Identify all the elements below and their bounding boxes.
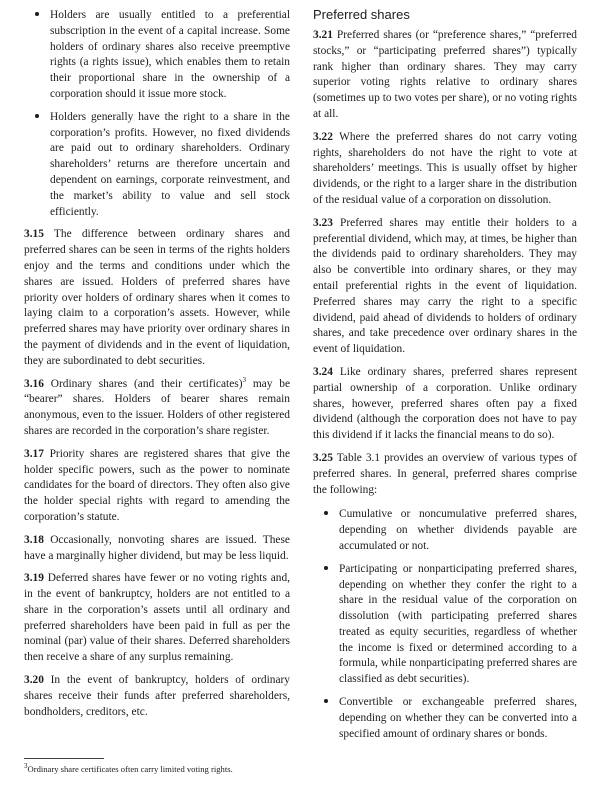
left-column xyxy=(24,6,290,727)
paragraph-3-15 xyxy=(24,227,290,369)
footnote-marker: 3 xyxy=(242,375,246,384)
list-item: • Cumulative or noncumulative preferred shares, depending on whether dividends payable are accumulated or not. xyxy=(339,505,577,554)
paragraph-text: may be “bearer” shares. Holders of bearer shares remain anonymous, even to the issuer. Holders of other registered shares are recorded in the corporation’s share register. xyxy=(24,377,290,437)
paragraph-number: 3.22 xyxy=(313,130,333,143)
footnote xyxy=(24,764,294,775)
list-item: • Participating or nonparticipating preferred shares, depending on whether they confer the right to a share in the residual value of the corporation on dissolution (with participating preferred shares treated as equity securities, regardless of whether the income is fixed or determined according to a formula, while nonparticipating preferred shares are classified as debt securities). xyxy=(339,560,577,688)
paragraph-number: 3.15 xyxy=(24,228,44,241)
paragraph-3-25 xyxy=(313,451,577,498)
paragraph-text: The difference between ordinary shares and preferred shares can be seen in terms of the rights holders enjoy and the terms and conditions under which the shares are issued. Holders of preferred shares have priority over holders of ordinary shares when it comes to laying claim to a corporation’s assets. However, while preferred shares may have priority over ordinary shares in the payment of dividends and in the event of liquidation, they are subordinated to debt securities. xyxy=(24,228,290,367)
paragraph-number: 3.20 xyxy=(24,674,44,687)
paragraph-3-21 xyxy=(313,28,577,123)
paragraph-number: 3.24 xyxy=(313,365,333,378)
paragraph-3-17 xyxy=(24,447,290,526)
bullet-list xyxy=(313,505,577,742)
paragraph-text: Where the preferred shares do not carry voting rights, shareholders do not have the right to vote at shareholders’ meetings. This is usually offset by higher dividends, or the right to a larger share in the distribution of the residual value of a corporation on dissolution. xyxy=(313,130,577,206)
bullet-list xyxy=(24,6,290,220)
section-heading: Preferred shares xyxy=(313,7,410,22)
paragraph-number: 3.17 xyxy=(24,447,44,460)
paragraph-3-20 xyxy=(24,673,290,720)
paragraph-text: Occasionally, nonvoting shares are issued. These have a marginally higher dividend, but may be less liquid. xyxy=(24,533,290,562)
paragraph-text: Like ordinary shares, preferred shares represent partial ownership of a corporation. Unlike ordinary shares, however, preferred shares often pay a fixed dividend (although the corporation does not have to pay this dividend if it lacks the financial means to do so). xyxy=(313,365,577,442)
paragraph-number: 3.16 xyxy=(24,377,44,390)
list-item: • Holders are usually entitled to a preferential subscription in the event of a capital increase. Some holders of ordinary shares also receive preemptive rights (a rights issue), which enables them to retain their proportional share in the ownership of a corporation should it issue more stock. xyxy=(50,6,290,103)
paragraph-number: 3.21 xyxy=(313,29,333,41)
footnote-number: 3 xyxy=(24,762,28,771)
paragraph-text: Ordinary shares (and their certificates) xyxy=(50,377,243,390)
list-item: • Convertible or exchangeable preferred shares, depending on whether they can be converted into a specified amount of ordinary shares or bonds. xyxy=(339,693,577,742)
paragraph-text: Priority shares are registered shares that give the holder specific powers, such as the power to nominate candidates for the board of directors. They often also give the holder special rights with regard to amending the corporation’s statute. xyxy=(24,447,290,523)
footnote-divider xyxy=(24,758,104,759)
paragraph-3-18 xyxy=(24,533,290,565)
right-column xyxy=(313,6,577,749)
paragraph-number: 3.23 xyxy=(313,216,333,229)
paragraph-text: Deferred shares have fewer or no voting rights and, in the event of bankruptcy, holders are not entitled to a share in the corporation’s assets until all ordinary and preferred shareholders have been paid in full as per the nominal (par) value of their shares. Deferred shareholders then receive a share of any surplus remaining. xyxy=(24,572,290,664)
paragraph-number: 3.19 xyxy=(24,572,44,585)
list-item: • Holders generally have the right to a share in the corporation’s profits. However, no fixed dividends are paid out to ordinary shareholders. Ordinary shareholders’ returns are therefore uncertain and dependent on earnings, corporate reinvestment, and the market’s ability to value and sell stock efficiently. xyxy=(50,108,290,221)
paragraph-number: 3.25 xyxy=(313,451,333,464)
paragraph-number: 3.18 xyxy=(24,533,44,546)
paragraph-3-23 xyxy=(313,216,577,358)
paragraph-3-19 xyxy=(24,571,290,666)
paragraph-text: Table 3.1 provides an overview of various types of preferred shares. In general, preferred shares comprise the following: xyxy=(313,451,577,496)
paragraph-text: Preferred shares (or “preference shares,” “preferred stocks,” or “participating preferred shares”) typically rank higher than ordinary shares. They may carry superior voting rights relative to ordinary shares (sometimes up to two votes per share), or no voting rights at all. xyxy=(313,29,577,120)
paragraph-3-22 xyxy=(313,130,577,209)
paragraph-3-16 xyxy=(24,377,290,440)
paragraph-3-24 xyxy=(313,365,577,444)
paragraph-text: Preferred shares may entitle their holders to a preferential dividend, which may, at times, be higher than the dividends paid to ordinary shareholders. They may also be convertible into ordinary shares, or they may entail preferential rights in the event of liquidation. Preferred shares may carry the right to a specific dividend, paid ahead of dividends to holders of ordinary shares, and take precedence over ordinary shares in the event of liquidation. xyxy=(313,216,577,356)
footnote-text: Ordinary share certificates often carry limited voting rights. xyxy=(27,764,233,774)
paragraph-text: In the event of bankruptcy, holders of ordinary shares receive their funds after preferred shareholders, bondholders, creditors, etc. xyxy=(24,674,290,718)
